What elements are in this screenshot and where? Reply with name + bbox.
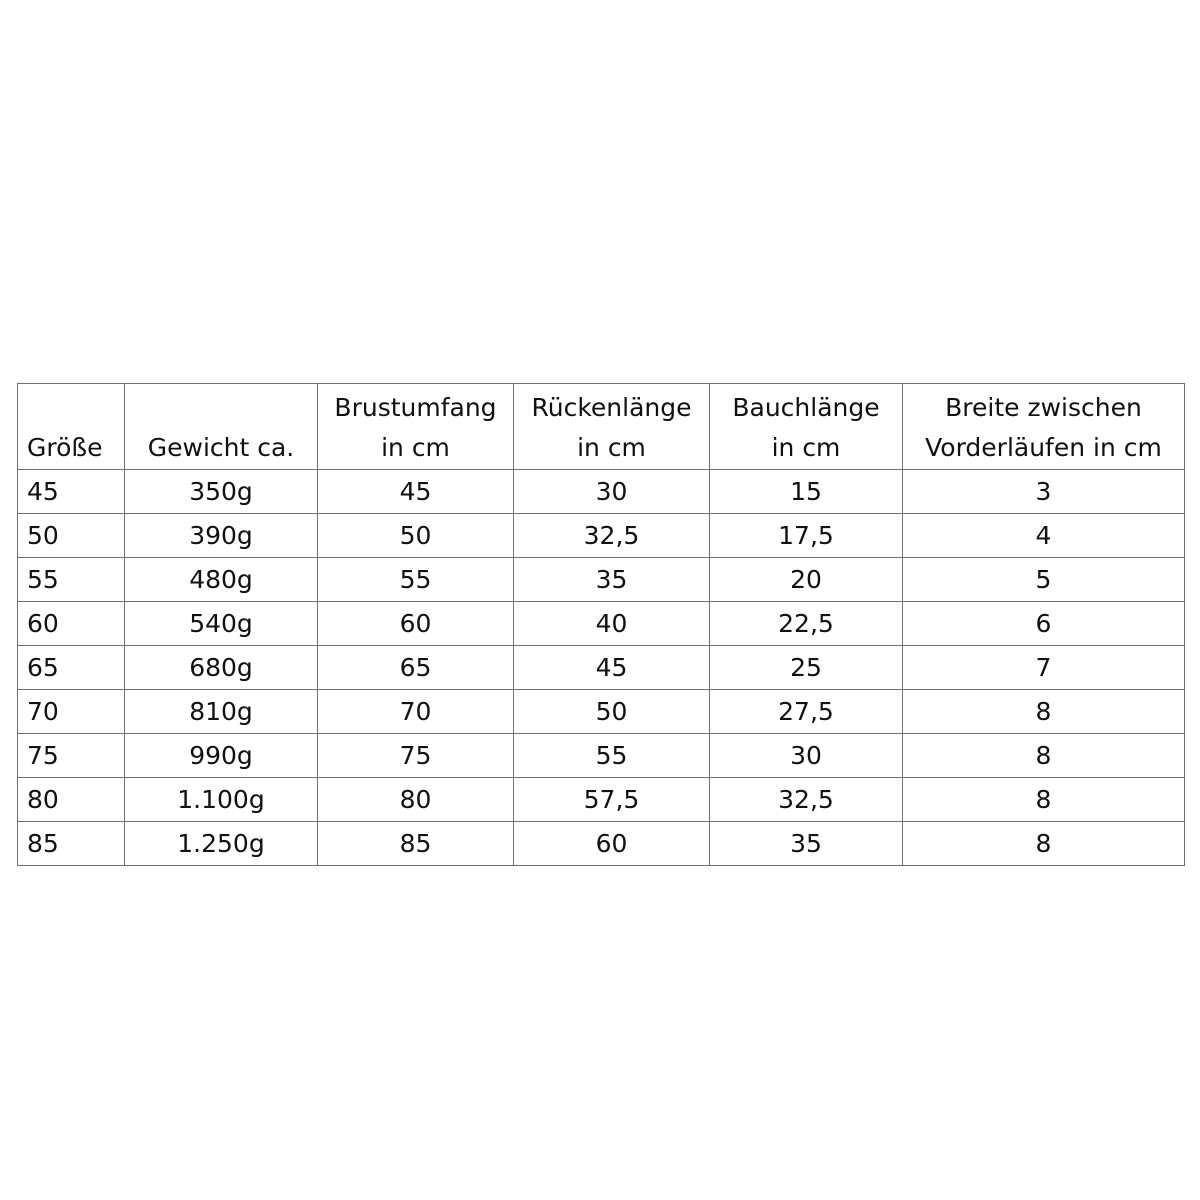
- header-chest-line1: Brustumfang: [334, 393, 497, 422]
- table-row: [18, 734, 1185, 778]
- cell-size: 45: [18, 470, 125, 514]
- cell-weight: 480g: [125, 558, 318, 602]
- cell-weight: 990g: [125, 734, 318, 778]
- cell-back: 30: [514, 470, 710, 514]
- table-row: [18, 514, 1185, 558]
- cell-size: 55: [18, 558, 125, 602]
- cell-back: 60: [514, 822, 710, 866]
- header-belly-line2: in cm: [771, 433, 841, 462]
- header-back-line1: Rückenlänge: [531, 393, 692, 422]
- table-row: [18, 558, 1185, 602]
- cell-belly: 20: [710, 558, 903, 602]
- cell-chest: 45: [318, 470, 514, 514]
- table-row: [18, 822, 1185, 866]
- header-size-line1: [27, 388, 124, 428]
- cell-size: 70: [18, 690, 125, 734]
- cell-chest: 50: [318, 514, 514, 558]
- header-weight: [125, 384, 318, 470]
- cell-size: 50: [18, 514, 125, 558]
- cell-weight: 680g: [125, 646, 318, 690]
- cell-leg-width: 8: [903, 690, 1185, 734]
- header-chest: [318, 384, 514, 470]
- cell-back: 32,5: [514, 514, 710, 558]
- cell-leg-width: 6: [903, 602, 1185, 646]
- cell-chest: 55: [318, 558, 514, 602]
- cell-chest: 60: [318, 602, 514, 646]
- header-chest-line2: in cm: [381, 433, 450, 462]
- table-row: [18, 778, 1185, 822]
- cell-belly: 15: [710, 470, 903, 514]
- cell-chest: 85: [318, 822, 514, 866]
- cell-belly: 35: [710, 822, 903, 866]
- header-leg-width-line1: Breite zwischen: [945, 393, 1142, 422]
- table-row: [18, 646, 1185, 690]
- cell-leg-width: 7: [903, 646, 1185, 690]
- cell-belly: 25: [710, 646, 903, 690]
- cell-leg-width: 3: [903, 470, 1185, 514]
- header-belly: [710, 384, 903, 470]
- header-weight-line1: [125, 388, 317, 428]
- cell-size: 75: [18, 734, 125, 778]
- cell-weight: 1.250g: [125, 822, 318, 866]
- cell-weight: 540g: [125, 602, 318, 646]
- table-row: [18, 602, 1185, 646]
- table-row: [18, 690, 1185, 734]
- header-back-line2: in cm: [577, 433, 646, 462]
- cell-size: 85: [18, 822, 125, 866]
- cell-size: 60: [18, 602, 125, 646]
- cell-chest: 80: [318, 778, 514, 822]
- cell-size: 80: [18, 778, 125, 822]
- cell-leg-width: 5: [903, 558, 1185, 602]
- header-weight-line2: Gewicht ca.: [147, 433, 295, 462]
- cell-belly: 30: [710, 734, 903, 778]
- cell-size: 65: [18, 646, 125, 690]
- cell-chest: 75: [318, 734, 514, 778]
- table-row: [18, 470, 1185, 514]
- header-back: [514, 384, 710, 470]
- table-body: [18, 470, 1185, 866]
- header-size: [18, 384, 125, 470]
- cell-weight: 350g: [125, 470, 318, 514]
- table-header: [18, 384, 1185, 470]
- cell-back: 50: [514, 690, 710, 734]
- header-size-line2: Größe: [27, 433, 103, 462]
- cell-chest: 65: [318, 646, 514, 690]
- cell-back: 55: [514, 734, 710, 778]
- cell-belly: 32,5: [710, 778, 903, 822]
- cell-leg-width: 8: [903, 778, 1185, 822]
- header-belly-line1: Bauchlänge: [732, 393, 880, 422]
- cell-belly: 27,5: [710, 690, 903, 734]
- cell-weight: 390g: [125, 514, 318, 558]
- header-leg-width: [903, 384, 1185, 470]
- cell-belly: 22,5: [710, 602, 903, 646]
- cell-weight: 1.100g: [125, 778, 318, 822]
- header-leg-width-line2: Vorderläufen in cm: [925, 433, 1162, 462]
- cell-leg-width: 8: [903, 822, 1185, 866]
- cell-back: 35: [514, 558, 710, 602]
- header-row: [18, 384, 1185, 470]
- size-table: [17, 383, 1185, 866]
- cell-back: 57,5: [514, 778, 710, 822]
- cell-chest: 70: [318, 690, 514, 734]
- cell-leg-width: 8: [903, 734, 1185, 778]
- cell-back: 45: [514, 646, 710, 690]
- cell-back: 40: [514, 602, 710, 646]
- cell-leg-width: 4: [903, 514, 1185, 558]
- cell-weight: 810g: [125, 690, 318, 734]
- cell-belly: 17,5: [710, 514, 903, 558]
